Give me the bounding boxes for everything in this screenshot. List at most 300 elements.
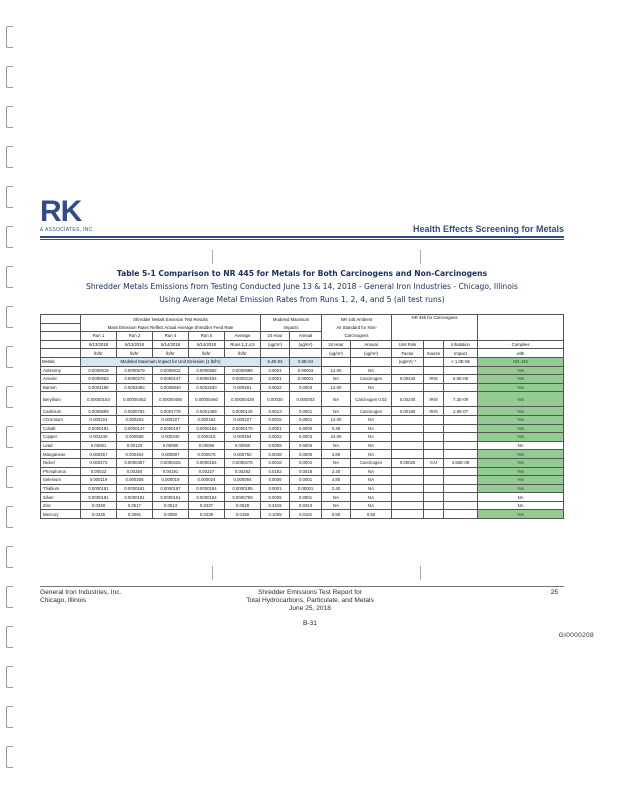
cell-r2: 0.0000181 xyxy=(117,493,153,502)
cell-r1: 0.0000181 xyxy=(81,493,117,502)
cell-h24: 0.3415 xyxy=(261,501,290,510)
cell-h24: 0.0001 xyxy=(261,484,290,493)
cell-src xyxy=(424,424,444,433)
cell-ann: 0.0018 xyxy=(290,467,322,476)
cell-avg: 0.000750 xyxy=(225,450,261,459)
cell-r4: 0.00191 xyxy=(153,467,189,476)
cell-ann: 0.000003 xyxy=(290,392,322,407)
table-row xyxy=(41,467,564,476)
cell-ann: 0.0001 xyxy=(290,407,322,416)
header-blank xyxy=(351,357,392,366)
group-header-carcinogens: NR 445 for Carcinogens xyxy=(392,315,478,341)
cell-avg: 0.00282 xyxy=(225,467,261,476)
cell-urf xyxy=(392,501,424,510)
footer-report-date: June 25, 2018 xyxy=(289,605,331,612)
bates-number: GI0000208 xyxy=(558,632,594,639)
cell-urf xyxy=(392,383,424,392)
cell-urf xyxy=(392,433,424,442)
cell-r1: 0.0000181 xyxy=(81,484,117,493)
binder-hole xyxy=(6,146,13,168)
cell-inh xyxy=(444,441,478,450)
cell-r5: 0.00227 xyxy=(189,467,225,476)
table-row xyxy=(41,510,564,519)
cell-r4: 0.0000225 xyxy=(153,458,189,467)
cell-inh xyxy=(444,484,478,493)
cell-r5: 0.0000184 xyxy=(189,493,225,502)
col-run4-unit: lb/hr xyxy=(153,349,189,358)
group-header-modeled-unit: Impacts xyxy=(261,323,322,332)
col-unit-risk: Unit Risk xyxy=(392,340,424,349)
cell-inh xyxy=(444,366,478,375)
cell-a24: 2.40 xyxy=(322,467,351,476)
cell-ok: Yes xyxy=(478,415,564,424)
cell-urf: 0.00026 xyxy=(392,458,424,467)
cell-metal: Barium xyxy=(41,383,81,392)
binder-hole xyxy=(6,586,13,608)
cell-urf xyxy=(392,467,424,476)
cell-aann: Carcinogen xyxy=(351,375,392,384)
cell-r4: 0.000340 xyxy=(153,433,189,442)
cell-a24: NA xyxy=(322,458,351,467)
col-amb-annual: Annual xyxy=(351,340,392,349)
cell-urf xyxy=(392,484,424,493)
cell-metal: Arsenic xyxy=(41,375,81,384)
cell-aann: NA xyxy=(351,424,392,433)
cell-metal: Beryllium xyxy=(41,392,81,407)
cell-urf xyxy=(392,415,424,424)
cell-r5: 0.000575 xyxy=(189,450,225,459)
unit-impact-band: Modeled Maximum Impact for Unit Emission (1 lb/hr) xyxy=(81,357,261,366)
col-run2-unit: lb/hr xyxy=(117,349,153,358)
cell-h24: 0.1005 xyxy=(261,510,290,519)
cell-r2: 0.0000457 xyxy=(117,458,153,467)
header-divider xyxy=(40,236,564,238)
col-run5-unit: lb/hr xyxy=(189,349,225,358)
cell-src: IRIS xyxy=(424,392,444,407)
cell-r2: 0.0000181 xyxy=(117,484,153,493)
cell-r2: 0.0000273 xyxy=(117,375,153,384)
binder-hole xyxy=(6,426,13,448)
group-header-rates: Mass Emission Rates Reflect Actual Average Shredder Feed Rate xyxy=(81,323,261,332)
cell-ann: 0.0003 xyxy=(290,433,322,442)
cell-r2: 0.000462 xyxy=(117,450,153,459)
header-blank xyxy=(261,349,290,358)
cell-ann: 0.0001 xyxy=(290,493,322,502)
cell-src xyxy=(424,510,444,519)
cell-avg: 0.0000219 xyxy=(225,375,261,384)
cell-a24: NA xyxy=(322,501,351,510)
cell-aann: NA xyxy=(351,366,392,375)
cell-src xyxy=(424,476,444,485)
cell-aann: NA xyxy=(351,476,392,485)
cell-a24: 0.48 xyxy=(322,424,351,433)
cell-r4: 0.00000485 xyxy=(153,392,189,407)
binder-hole xyxy=(6,746,13,768)
group-header-ambient-2: Air Standard for Non- xyxy=(322,323,392,332)
cell-avg: 0.0000589 xyxy=(225,366,261,375)
cell-metal: Phosphorus xyxy=(41,467,81,476)
cell-r1: 0.00000154 xyxy=(81,392,117,407)
cell-r2: 0.00133 xyxy=(117,441,153,450)
cell-aann: NA xyxy=(351,493,392,502)
group-header-modeled: Modeled Maximum xyxy=(261,315,322,324)
cell-metal: Antimony xyxy=(41,366,81,375)
cell-urf xyxy=(392,493,424,502)
cell-r5: 0.0000184 xyxy=(189,484,225,493)
cell-ok: NA xyxy=(478,441,564,450)
cell-r2: 0.0000579 xyxy=(117,366,153,375)
table-row xyxy=(41,493,564,502)
cell-ok: Yes xyxy=(478,467,564,476)
cell-inh xyxy=(444,467,478,476)
binder-hole xyxy=(6,226,13,248)
cell-ann: 0.0000 xyxy=(290,424,322,433)
cell-aann: NA xyxy=(351,484,392,493)
cell-urf xyxy=(392,441,424,450)
col-24hr-unit: (ug/m³) xyxy=(261,340,290,349)
col-inhalation-threshold: < 1.0E-06 xyxy=(444,357,478,366)
logo-subtext: & ASSOCIATES, INC. xyxy=(40,227,95,233)
table-row xyxy=(41,383,564,392)
table-title-line-1: Table 5-1 Comparison to NR 445 for Metals for Both Carcinogens and Non-Carcinogens xyxy=(116,269,488,278)
cell-r4: 0.0005840 xyxy=(153,383,189,392)
cell-src: CAI xyxy=(424,458,444,467)
cell-ok: Yes xyxy=(478,484,564,493)
footer-report xyxy=(200,589,420,613)
cell-a24: 12.00 xyxy=(322,415,351,424)
cell-r1: 0.0226 xyxy=(81,510,117,519)
cell-avg: 0.000227 xyxy=(225,415,261,424)
cell-a24: 4.80 xyxy=(322,476,351,485)
binder-holes xyxy=(4,0,16,800)
cell-a24: NA xyxy=(322,392,351,407)
cell-a24: 2.40 xyxy=(322,484,351,493)
cell-h24: 0.0001 xyxy=(261,375,290,384)
cell-r5: 0.0002630 xyxy=(189,383,225,392)
cell-r4: 0.000597 xyxy=(153,450,189,459)
table-row xyxy=(41,424,564,433)
cell-r2: 0.0003483 xyxy=(117,383,153,392)
cell-r2: 0.000308 xyxy=(117,476,153,485)
cell-aann: NA xyxy=(351,467,392,476)
cell-src xyxy=(424,493,444,502)
cell-aann: NA xyxy=(351,441,392,450)
cell-src xyxy=(424,450,444,459)
group-header-results: Shredder Metals Emission Test Results xyxy=(81,315,261,324)
cell-avg: 0.0528 xyxy=(225,501,261,510)
cell-src: IRIS xyxy=(424,407,444,416)
cell-ok: Yes xyxy=(478,424,564,433)
cell-r4: 0.0000151 xyxy=(153,493,189,502)
cell-avg: 0.0000276 xyxy=(225,458,261,467)
cell-h24: 0.0032 xyxy=(261,383,290,392)
binder-hole xyxy=(6,626,13,648)
cell-r1: 0.0000699 xyxy=(81,407,117,416)
col-complies-nr445: NR 445 xyxy=(478,357,564,366)
binder-hole xyxy=(6,386,13,408)
cell-urf xyxy=(392,366,424,375)
cell-ann: 0.0002 xyxy=(290,458,322,467)
cell-r4: 0.00090 xyxy=(153,441,189,450)
cell-metal: Chromium xyxy=(41,415,81,424)
cell-r4: 0.0090 xyxy=(153,510,189,519)
header-blank xyxy=(41,332,81,341)
cell-r1: 0.000224 xyxy=(81,415,117,424)
cell-ok: NA xyxy=(478,493,564,502)
page-header-title: Health Effects Screening for Metals xyxy=(412,224,564,234)
table-row xyxy=(41,433,564,442)
cell-r2: 0.00000453 xyxy=(117,392,153,407)
col-amb-annual-unit: (ug/m³) xyxy=(351,349,392,358)
unit-impact-24hr: 5.4E-03 xyxy=(261,357,290,366)
col-annual: Annual xyxy=(290,332,322,341)
cell-ok: Yes xyxy=(478,392,564,407)
header-blank xyxy=(41,315,81,324)
cell-r5: 0.000024 xyxy=(189,476,225,485)
cell-a24: NA xyxy=(322,375,351,384)
cell-a24: 24.00 xyxy=(322,433,351,442)
col-source: Source xyxy=(424,349,444,358)
punch-mark xyxy=(420,566,424,580)
cell-a24: NA xyxy=(322,441,351,450)
cell-urf: 0.00430 xyxy=(392,375,424,384)
cell-metal: Cadmium xyxy=(41,407,81,416)
header-blank xyxy=(41,349,81,358)
cell-r4: 0.000227 xyxy=(153,415,189,424)
cell-h24: 0.0001 xyxy=(261,424,290,433)
cell-ok: Yes xyxy=(478,375,564,384)
col-run4: Run 4 xyxy=(153,332,189,341)
header-blank xyxy=(290,349,322,358)
cell-inh xyxy=(444,383,478,392)
cell-src xyxy=(424,366,444,375)
cell-a24: 12.00 xyxy=(322,383,351,392)
cell-metal: Silver xyxy=(41,493,81,502)
cell-h24: 0.0006 xyxy=(261,476,290,485)
binder-hole xyxy=(6,666,13,688)
cell-ann: 0.00001 xyxy=(290,484,322,493)
table-row xyxy=(41,458,564,467)
cell-r5: 0.0000154 xyxy=(189,458,225,467)
cell-ok: Yes xyxy=(478,510,564,519)
cell-aann: Carcinogen xyxy=(351,458,392,467)
footer-report-title-2: Total Hydrocarbons, Particulate, and Metals xyxy=(246,597,374,604)
cell-inh xyxy=(444,476,478,485)
cell-src xyxy=(424,433,444,442)
cell-ok: Yes xyxy=(478,383,564,392)
cell-r2: 0.0091 xyxy=(117,510,153,519)
cell-r1: 0.0000181 xyxy=(81,424,117,433)
cell-aann: NA xyxy=(351,415,392,424)
footer-company xyxy=(40,589,121,605)
footer-report-title-1: Shredder Emissions Test Report for xyxy=(258,589,362,596)
cell-h24: 0.0048 xyxy=(261,450,290,459)
cell-inh: 7.2E-09 xyxy=(444,392,478,407)
footer-page-number: 25 xyxy=(550,589,558,596)
footer-company-name: General Iron Industries, Inc. xyxy=(40,589,122,596)
cell-r5: 0.00000460 xyxy=(189,392,225,407)
table-row xyxy=(41,450,564,459)
col-24hr: 24 Hour xyxy=(261,332,290,341)
cell-metal: Nickel xyxy=(41,458,81,467)
cell-metal: Copper xyxy=(41,433,81,442)
cell-r2: 0.0000794 xyxy=(117,407,153,416)
cell-h24: 0.0058 xyxy=(261,441,290,450)
binder-hole xyxy=(6,306,13,328)
cell-aann: NA xyxy=(351,433,392,442)
footer-company-location: Chicago, Illinois xyxy=(40,597,87,604)
cell-ok: Yes xyxy=(478,450,564,459)
cell-inh: 4.55E-08 xyxy=(444,458,478,467)
binder-hole xyxy=(6,506,13,528)
cell-r1: 0.000272 xyxy=(81,458,117,467)
cell-avg: 0.0000125 xyxy=(225,407,261,416)
metals-comparison-table xyxy=(40,314,563,519)
cell-r4: 0.0000147 xyxy=(153,375,189,384)
col-complies: Complies xyxy=(478,340,564,349)
table-row xyxy=(41,441,564,450)
col-average: Average xyxy=(225,332,261,341)
col-annual-unit: (ug/m³) xyxy=(290,340,322,349)
cell-avg: 0.0158 xyxy=(225,510,261,519)
cell-src xyxy=(424,383,444,392)
cell-r4: 0.000019 xyxy=(153,476,189,485)
cell-r1: 0.002246 xyxy=(81,433,117,442)
cell-avg: 0.0000185 xyxy=(225,484,261,493)
cell-metal: Mercury xyxy=(41,510,81,519)
header-blank-complies xyxy=(478,315,564,341)
table-row xyxy=(41,501,564,510)
cell-r2: 0.00350 xyxy=(117,467,153,476)
cell-h24: 0.0004 xyxy=(261,366,290,375)
cell-ann: 0.0001 xyxy=(290,415,322,424)
company-logo xyxy=(40,195,95,233)
cell-ok: Yes xyxy=(478,407,564,416)
cell-h24: 0.0005 xyxy=(261,493,290,502)
group-header-ambient-3: Carcinogens xyxy=(322,332,392,341)
cell-r4: 0.0000187 xyxy=(153,484,189,493)
cell-r2: 0.0617 xyxy=(117,501,153,510)
cell-ok: NA xyxy=(478,501,564,510)
header-blank xyxy=(41,323,81,332)
unit-impact-annual: 0.6E-04 xyxy=(290,357,322,366)
cell-aann: Carcinogen 0.02 xyxy=(351,392,392,407)
cell-metal: Manganese xyxy=(41,450,81,459)
cell-aann: NA xyxy=(351,501,392,510)
cell-inh xyxy=(444,493,478,502)
cell-inh: 2.5E-07 xyxy=(444,407,478,416)
header-blank xyxy=(41,340,81,349)
col-run1-unit: lb/hr xyxy=(81,349,117,358)
cell-metal: Lead xyxy=(41,441,81,450)
table-row xyxy=(41,392,564,407)
table-row xyxy=(41,415,564,424)
cell-ann: 0.0343 xyxy=(290,501,322,510)
cell-aann: Carcinogen xyxy=(351,407,392,416)
cell-src: IRIS xyxy=(424,375,444,384)
col-average-runs: Runs 1,2,4,5 xyxy=(225,340,261,349)
cell-r5: 0.000316 xyxy=(189,433,225,442)
cell-h24: 0.0015 xyxy=(261,415,290,424)
cell-avg: 0.000494 xyxy=(225,433,261,442)
cell-ok: Yes xyxy=(478,366,564,375)
cell-ok: Yes xyxy=(478,476,564,485)
cell-aann: NA xyxy=(351,383,392,392)
cell-r4: 0.0000612 xyxy=(153,366,189,375)
cell-r1: 0.0000053 xyxy=(81,375,117,384)
cell-inh xyxy=(444,510,478,519)
cell-urf xyxy=(392,476,424,485)
cell-r5: 0.00056 xyxy=(189,441,225,450)
cell-src xyxy=(424,484,444,493)
cell-h24: 0.0032 xyxy=(261,433,290,442)
cell-urf xyxy=(392,510,424,519)
logo-text: RK xyxy=(40,195,82,228)
header-blank xyxy=(424,340,444,349)
cell-metal: Zinc xyxy=(41,501,81,510)
table-row xyxy=(41,407,564,416)
cell-inh xyxy=(444,501,478,510)
cell-avg: 0.0000170 xyxy=(225,424,261,433)
cell-ann: 0.0005 xyxy=(290,450,322,459)
cell-r4: 0.0513 xyxy=(153,501,189,510)
col-inhalation-impact: Impact xyxy=(444,349,478,358)
cell-inh xyxy=(444,433,478,442)
cell-h24: 0.0018 xyxy=(261,458,290,467)
cell-r1: 0.000467 xyxy=(81,450,117,459)
cell-h24: 0.0013 xyxy=(261,407,290,416)
cell-r1: 0.0348 xyxy=(81,501,117,510)
col-run4-date: 6/14/2018 xyxy=(153,340,189,349)
cell-ok: Yes xyxy=(478,433,564,442)
binder-hole xyxy=(6,546,13,568)
footer-divider xyxy=(40,586,564,587)
binder-hole xyxy=(6,266,13,288)
cell-urf: 0.00180 xyxy=(392,407,424,416)
col-run5: Run 5 xyxy=(189,332,225,341)
cell-r5: 0.0000194 xyxy=(189,375,225,384)
binder-hole xyxy=(6,106,13,128)
col-inhalation: Inhalation xyxy=(444,340,478,349)
cell-r1: 0.00081 xyxy=(81,441,117,450)
cell-a24: NA xyxy=(322,493,351,502)
col-run2: Run 2 xyxy=(117,332,153,341)
cell-metal: Selenium xyxy=(41,476,81,485)
cell-avg: 0.000491 xyxy=(225,383,261,392)
cell-r4: 0.0001778 xyxy=(153,407,189,416)
col-unit-risk-factor: Factor xyxy=(392,349,424,358)
cell-src xyxy=(424,441,444,450)
col-average-unit: lb/hr xyxy=(225,349,261,358)
cell-r5: 0.0001469 xyxy=(189,407,225,416)
cell-r1: 0.00022 xyxy=(81,467,117,476)
col-complies-with: with xyxy=(478,349,564,358)
cell-avg: 0.00050 xyxy=(225,441,261,450)
cell-inh: 6.0E-08 xyxy=(444,375,478,384)
col-amb-24hr: 24 Hour xyxy=(322,340,351,349)
cell-r5: 0.0437 xyxy=(189,501,225,510)
cell-inh xyxy=(444,424,478,433)
cell-avg: 0.000094 xyxy=(225,476,261,485)
cell-r2: 0.0000147 xyxy=(117,424,153,433)
cell-src xyxy=(424,467,444,476)
cell-urf xyxy=(392,424,424,433)
header-divider-thin xyxy=(40,239,564,240)
cell-r5: 0.000182 xyxy=(189,415,225,424)
cell-r5: 0.0239 xyxy=(189,510,225,519)
binder-hole xyxy=(6,346,13,368)
cell-a24: NA xyxy=(322,407,351,416)
